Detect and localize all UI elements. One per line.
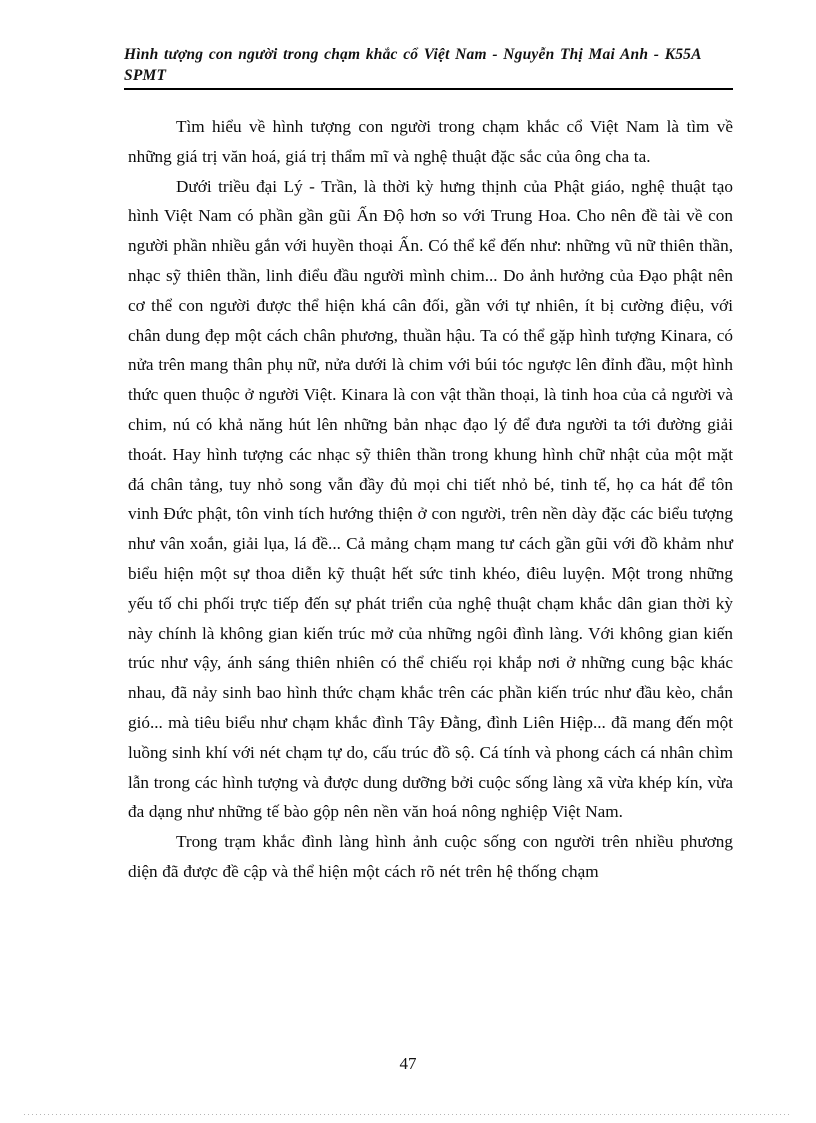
body-paragraph: Trong trạm khắc đình làng hình ảnh cuộc sống con người trên nhiều phương diện đã được đề cập và thể hiện một cách rõ nét trên hệ thống chạm xyxy=(128,832,733,881)
page-number: 47 xyxy=(399,1054,417,1073)
body-paragraph: Tìm hiểu về hình tượng con người trong chạm khắc cổ Việt Nam là tìm về những giá trị văn hoá, giá trị thẩm mĩ và nghệ thuật đặc sắc của ông cha ta. xyxy=(128,117,733,166)
running-header xyxy=(124,44,733,86)
scan-edge-artifact xyxy=(24,1114,792,1115)
header-divider-rule xyxy=(124,88,733,90)
body-paragraph: Dưới triều đại Lý - Trần, là thời kỳ hưng thịnh của Phật giáo, nghệ thuật tạo hình Việt Nam có phần gần gũi Ấn Độ hơn so với Trung Hoa. Cho nên đề tài về con người phần nhiều gắn với huyền thoại Ấn. Có thể kể đến như: những vũ nữ thiên thần, nhạc sỹ thiên thần, linh điểu đầu người mình chim... Do ảnh hưởng của Đạo phật nên cơ thể con người được thể hiện khá cân đối, gần với tự nhiên, ít bị cường điệu, với chân dung đẹp một cách chân phương, thuần hậu. Ta có thể gặp hình tượng Kinara, có nửa trên mang thân phụ nữ, nửa dưới là chim với búi tóc ngược lên đỉnh đầu, một hình thức quen thuộc ở người Việt. Kinara là con vật thần thoại, là tinh hoa của cả người và chim, nú có khả năng hút lên những bản nhạc đạo lý để đưa người ta tới đường giải thoát. Hay hình tượng các nhạc sỹ thiên thần trong khung hình chữ nhật của một mặt đá chân tảng, tuy nhỏ song vẫn đầy đủ mọi chi tiết nhỏ bé, tinh tế, họ ca hát để tôn vinh Đức phật, tôn vinh tích hướng thiện ở con người, trên nền dày đặc các biểu tượng như vân xoắn, giải lụa, lá đề... Cả mảng chạm mang tư cách gần gũi với đồ khảm như biểu hiện một sự thoa diễn kỹ thuật hết sức tinh khéo, điêu luyện. Một trong những yếu tố chi phối trực tiếp đến sự phát triển của nghệ thuật chạm khắc dân gian thời kỳ này chính là không gian kiến trúc mở của những ngôi đình làng. Với không gian kiến trúc như vậy, ánh sáng thiên nhiên có thể chiếu rọi khắp nơi ở những cung bậc khác nhau, đã nảy sinh bao hình thức chạm khắc trên các phần kiến trúc như đầu kèo, chắn gió... mà tiêu biểu như chạm khắc đình Tây Đằng, đình Liên Hiệp... đã mang đến một luồng sinh khí với nét chạm tự do, cấu trúc đồ sộ. Cá tính và phong cách cá nhân chìm lẫn trong các hình tượng và được dung dưỡng bởi cuộc sống làng xã vừa khép kín, vừa đa dạng như những tế bào gộp nên nền văn hoá nông nghiệp Việt Nam. xyxy=(128,176,733,822)
body-text-block xyxy=(128,112,733,887)
running-header-title: Hình tượng con người trong chạm khắc cổ Việt Nam - Nguyễn Thị Mai Anh - K55A SPMT xyxy=(124,46,701,84)
